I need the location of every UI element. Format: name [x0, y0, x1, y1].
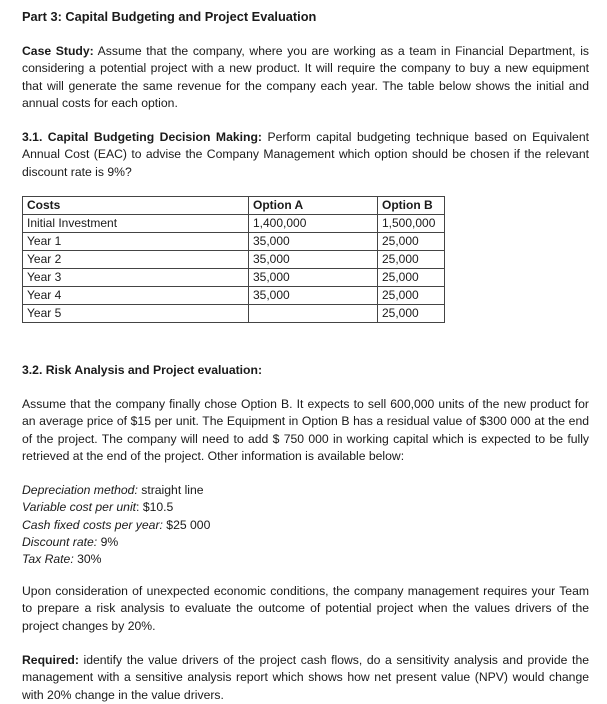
question-3-1	[22, 129, 589, 181]
q32-paragraph	[22, 396, 589, 465]
cell: Year 4	[23, 287, 249, 305]
header-cell: Option A	[253, 198, 304, 212]
table-row	[23, 305, 445, 323]
case-study	[22, 43, 589, 112]
table-header-row	[23, 197, 445, 215]
upon-text: Upon consideration of unexpected economic conditions, the company management requires your Team to prepare a risk analysis to evaluate the outcome of potential project when the values drivers of the project changes by 20%.	[22, 584, 589, 633]
q32-heading: 3.2. Risk Analysis and Project evaluation:	[22, 363, 263, 377]
upon-paragraph	[22, 583, 589, 635]
info-item	[22, 534, 589, 551]
info-label: Tax Rate:	[22, 552, 74, 567]
cell	[249, 305, 378, 323]
cell: 25,000	[378, 251, 445, 269]
info-item	[22, 517, 589, 534]
header-cell: Option B	[382, 198, 433, 212]
q32-text: Assume that the company finally chose Option B. It expects to sell 600,000 units of the new product for an average price of $15 per unit. The Equipment in Option B has a residual value of $300 000 at the end of the project. The company will need to add $ 750 000 in working capital which is expected to be fully retrieved at the end of the project. Other information is available below:	[22, 397, 589, 463]
info-value: : $10.5	[136, 500, 174, 515]
info-value: 30%	[73, 552, 102, 567]
q31-label: 3.1. Capital Budgeting Decision Making:	[22, 130, 262, 144]
cell: 25,000	[378, 269, 445, 287]
required-label: Required:	[22, 653, 79, 667]
cell: Year 3	[23, 269, 249, 287]
table-row	[23, 269, 445, 287]
cell: 35,000	[249, 251, 378, 269]
info-label: Variable cost per unit	[22, 500, 137, 515]
required-text: identify the value drivers of the project cash flows, do a sensitivity analysis and provide the management with a sensitive analysis report which shows how net present value (NPV) would change with 20% change in the value drivers.	[22, 653, 589, 702]
case-study-label: Case Study:	[22, 44, 94, 58]
cell: Year 2	[23, 251, 249, 269]
info-item	[22, 499, 589, 516]
info-label: Cash fixed costs per year:	[22, 517, 163, 532]
required-paragraph	[22, 652, 589, 704]
cell: 1,500,000	[378, 215, 445, 233]
info-value: straight line	[137, 483, 204, 497]
info-item	[22, 482, 589, 499]
cell: Year 5	[23, 305, 249, 323]
table-row	[23, 251, 445, 269]
info-label: Depreciation method:	[22, 483, 138, 497]
info-list	[22, 482, 589, 568]
cell: 25,000	[378, 287, 445, 305]
cell: 35,000	[249, 287, 378, 305]
header-cell: Costs	[27, 198, 61, 212]
table-row	[23, 287, 445, 305]
cell: 25,000	[378, 305, 445, 323]
info-label: Discount rate:	[22, 534, 98, 549]
cell: 25,000	[378, 233, 445, 251]
cell: Initial Investment	[23, 215, 249, 233]
question-3-2-heading	[22, 362, 589, 379]
table-row	[23, 233, 445, 251]
q31-text: Perform capital budgeting technique based on Equivalent Annual Cost (EAC) to advise the Company Management which option should be chosen if the relevant discount rate is 9%?	[22, 130, 589, 179]
costs-table	[22, 196, 445, 323]
cell: Year 1	[23, 233, 249, 251]
info-value: $25 000	[162, 517, 211, 532]
info-value: 9%	[97, 534, 119, 549]
cell: 1,400,000	[249, 215, 378, 233]
cell: 35,000	[249, 233, 378, 251]
case-study-text: Assume that the company, where you are working as a team in Financial Department, is considering a potential project with a new product. It will require the company to buy a new equipment that will generate the same revenue for the company each year. The table below shows the initial and annual costs for each option.	[22, 44, 590, 110]
cell: 35,000	[249, 269, 378, 287]
table-row	[23, 215, 445, 233]
info-item	[22, 551, 589, 568]
page-title: Part 3: Capital Budgeting and Project Evaluation	[22, 9, 317, 24]
